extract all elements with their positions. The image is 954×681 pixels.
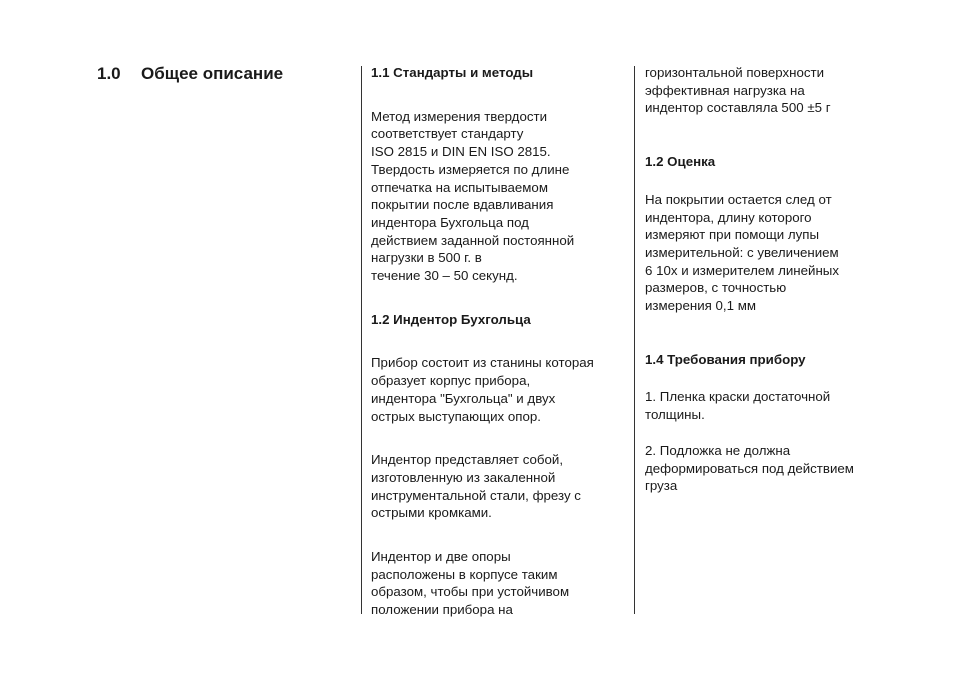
subheading-requirements: 1.4 Требования прибору [645, 351, 806, 367]
subheading-evaluation: 1.2 Оценка [645, 154, 716, 170]
section-title: Общее описание [141, 64, 284, 83]
section-number: 1.0 [97, 64, 121, 83]
column-divider-left [361, 66, 362, 614]
subheading-standards: 1.1 Стандарты и методы [371, 65, 534, 80]
section-heading [97, 64, 283, 84]
text-column-2 [645, 64, 895, 495]
paragraph-indenter-3: Индентор и две опоры расположены в корпусе таким образом, чтобы при устойчивом положении прибора на [371, 549, 570, 618]
text-column-1 [371, 64, 629, 619]
paragraph-indenter-2: Индентор представляет собой, изготовленную из закаленной инструментальной стали, фрезу с острыми кромками. [371, 452, 581, 521]
paragraph-requirement-2: 2. Подложка не должна деформироваться под действием груза [645, 442, 854, 494]
column-divider-right [634, 66, 635, 614]
paragraph-evaluation: На покрытии остается след от индентора, длину которого измеряют при помощи лупы измерительной: с увеличением 6 10х и измерителем линейных размеров, с точностью измерения 0,1 мм [645, 191, 840, 314]
paragraph-indenter-1: Прибор состоит из станины которая образует корпус прибора, индентора "Бухгольца" и двух острых выступающих опор. [371, 355, 594, 424]
subheading-indenter: 1.2 Индентор Бухгольца [371, 311, 531, 327]
paragraph-continuation: горизонтальной поверхности эффективная нагрузка на индентор составляла 500 ±5 г [645, 65, 831, 116]
paragraph-standards: Метод измерения твердости соответствует стандарту ISO 2815 и DIN EN ISO 2815. Твердость измеряется по длине отпечатка на испытываемом покрытии после вдавливания индентора Бухгольца под действием заданной постоянной нагрузки в 500 г. в течение 30 – 50 секунд. [371, 108, 575, 284]
paragraph-requirement-1: 1. Пленка краски достаточной толщины. [645, 389, 831, 423]
